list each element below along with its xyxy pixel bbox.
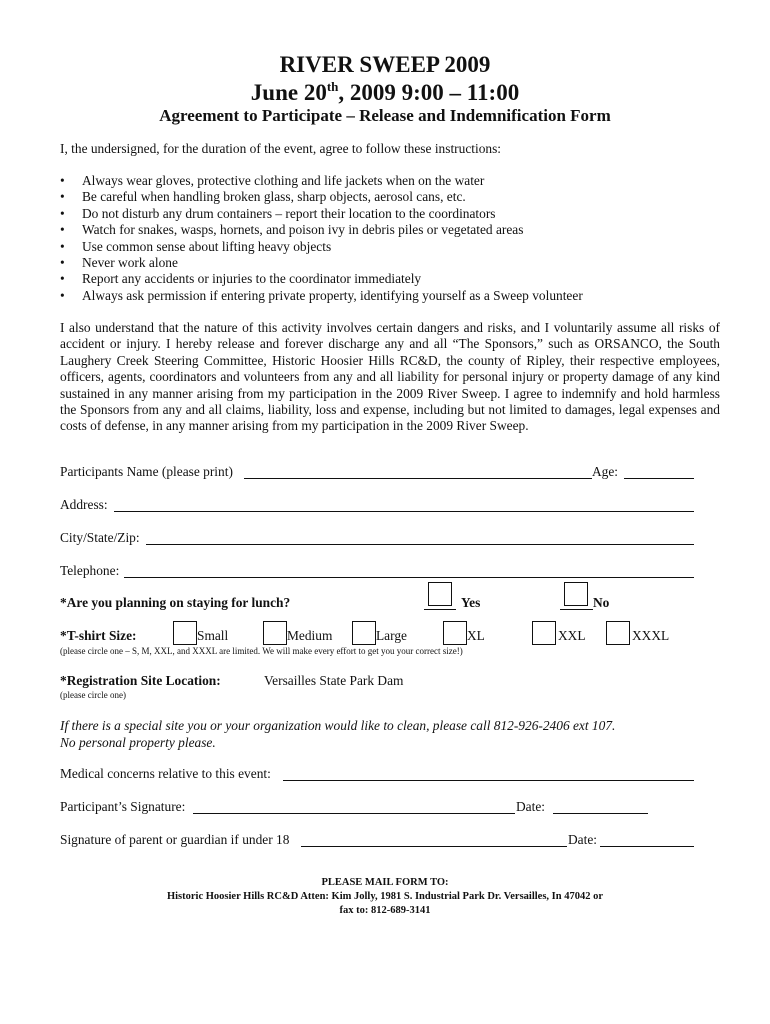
lunch-yes-label: Yes — [461, 595, 481, 610]
instruction-item: • Report any accidents or injuries to the coordinator immediately — [60, 271, 583, 287]
lunch-yes-checkbox[interactable] — [428, 582, 452, 606]
release-paragraph: I also understand that the nature of this activity involves certain dangers and risks, and I voluntarily assume all risks of accident or injury. I hereby release and forever discharge any and all “The Sponsors,” such as ORSANCO, the South Laughery Creek Steering Committee, Historic Hoosier Hills RC&D, the county of Ripley, their respective employees, officers, agents, coordinators and volunteers from any and all liability for personal injury or property damage of any kind sustained in any manner arising from my participation in the 2009 River Sweep. I agree to indemnify and hold harmless the Sponsors from any and all claims, liability, loss and expense, including but not limited to damages, legal expenses and costs of defense, in any manner arising from my participation in the 2009 River Sweep. — [60, 320, 720, 434]
guardian-signature-label: Signature of parent or guardian if under 18 — [60, 832, 290, 847]
signature-input-line[interactable] — [193, 799, 515, 814]
name-input-line[interactable] — [244, 464, 592, 479]
size-small-label: Small — [197, 628, 229, 643]
size-medium-label: Medium — [287, 628, 333, 643]
instruction-item: • Watch for snakes, wasps, hornets, and poison ivy in debris piles or vegetated areas — [60, 222, 583, 238]
signature-label: Participant’s Signature: — [60, 799, 186, 814]
tshirt-size-label: *T-shirt Size: — [60, 628, 137, 643]
lunch-no-checkbox[interactable] — [564, 582, 588, 606]
event-date-day: June 20 — [250, 80, 327, 105]
registration-label: *Registration Site Location: — [60, 673, 221, 688]
size-xxxl-label: XXXL — [632, 628, 670, 643]
lunch-question: *Are you planning on staying for lunch? — [60, 595, 291, 610]
size-large-checkbox[interactable] — [352, 621, 376, 645]
address-label: Address: — [60, 497, 108, 512]
size-xl-label: XL — [467, 628, 485, 643]
form-subtitle: Agreement to Participate – Release and Indemnification Form — [159, 106, 611, 125]
size-large-label: Large — [376, 628, 407, 643]
address-input-line[interactable] — [114, 497, 694, 512]
event-date — [0, 80, 770, 106]
special-site-text: If there is a special site you or your organization would like to clean, please call 812-926-2406 ext 107. — [60, 718, 616, 733]
medical-input-line[interactable] — [283, 766, 694, 781]
form-title: RIVER SWEEP 2009 — [279, 52, 491, 77]
instruction-list — [60, 173, 583, 304]
instruction-item: • Do not disturb any drum containers – report their location to the coordinators — [60, 206, 583, 222]
registration-note: (please circle one) — [60, 690, 126, 700]
intro-text: I, the undersigned, for the duration of the event, agree to follow these instructions: — [60, 141, 502, 156]
age-input-line[interactable] — [624, 464, 694, 479]
mail-heading: PLEASE MAIL FORM TO: — [321, 877, 449, 888]
size-medium-checkbox[interactable] — [263, 621, 287, 645]
tshirt-note: (please circle one – S, M, XXL, and XXXL are limited. We will make every effort to get you your correct size!) — [60, 646, 463, 656]
size-xxl-label: XXL — [558, 628, 586, 643]
mail-address: Historic Hoosier Hills RC&D Atten: Kim Jolly, 1981 S. Industrial Park Dr. Versailles, In 47042 or — [166, 891, 604, 902]
telephone-input-line[interactable] — [124, 563, 694, 578]
city-input-line[interactable] — [146, 530, 694, 545]
lunch-no-label: No — [593, 595, 610, 610]
age-label: Age: — [592, 464, 619, 479]
event-date-ordinal: th — [326, 79, 339, 94]
city-label: City/State/Zip: — [60, 530, 140, 545]
fax-number: fax to: 812-689-3141 — [339, 905, 431, 916]
instruction-item: • Always ask permission if entering private property, identifying yourself as a Sweep volunteer — [60, 288, 583, 304]
size-xxl-checkbox[interactable] — [532, 621, 556, 645]
no-personal-property-text: No personal property please. — [60, 735, 216, 750]
instruction-item: • Be careful when handling broken glass, sharp objects, aerosol cans, etc. — [60, 189, 583, 205]
size-xl-checkbox[interactable] — [443, 621, 467, 645]
event-date-time: , 2009 9:00 – 11:00 — [338, 80, 520, 105]
telephone-label: Telephone: — [60, 563, 120, 578]
guardian-signature-input-line[interactable] — [301, 832, 567, 847]
instruction-item: • Always wear gloves, protective clothing and life jackets when on the water — [60, 173, 583, 189]
medical-label: Medical concerns relative to this event: — [60, 766, 271, 781]
instruction-item: • Use common sense about lifting heavy objects — [60, 239, 583, 255]
signature-date-label: Date: — [516, 799, 545, 814]
guardian-date-input-line[interactable] — [600, 832, 694, 847]
registration-site-option[interactable]: Versailles State Park Dam — [264, 673, 404, 688]
size-small-checkbox[interactable] — [173, 621, 197, 645]
size-xxxl-checkbox[interactable] — [606, 621, 630, 645]
signature-date-input-line[interactable] — [553, 799, 648, 814]
instruction-item: • Never work alone — [60, 255, 583, 271]
guardian-date-label: Date: — [568, 832, 597, 847]
name-label: Participants Name (please print) — [60, 464, 233, 479]
